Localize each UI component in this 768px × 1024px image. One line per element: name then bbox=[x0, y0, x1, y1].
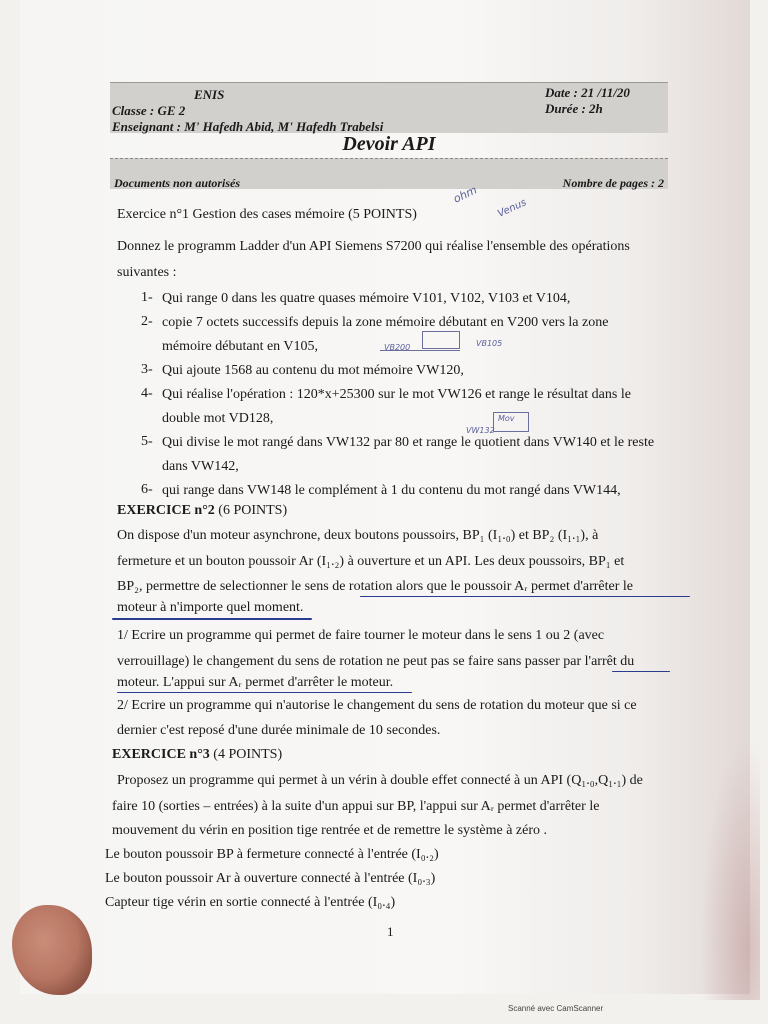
page-number: 1 bbox=[387, 924, 394, 939]
ex1-item-6: qui range dans VW148 le complément à 1 du contenu du mot rangé dans VW144, bbox=[162, 483, 621, 498]
ink-underline bbox=[112, 618, 312, 620]
school-name: ENIS bbox=[194, 87, 225, 102]
ink-underline bbox=[612, 671, 670, 672]
ladder-block-sketch bbox=[422, 331, 460, 349]
ex1-item-3: Qui ajoute 1568 au contenu du mot mémoire VW120, bbox=[162, 363, 464, 378]
page-title: Devoir API bbox=[342, 133, 436, 155]
ex2-q2-line: 2/ Ecrire un programme qui n'autorise le changement du sens de rotation du moteur que si ce bbox=[117, 698, 637, 713]
ex3-title-bold: EXERCICE n°3 bbox=[112, 747, 210, 762]
ex2-q2-line: dernier c'est reposé d'une durée minimale de 10 secondes. bbox=[117, 723, 441, 738]
scanner-watermark: Scanné avec CamScanner bbox=[508, 1004, 604, 1013]
handwritten-note: Venus bbox=[496, 197, 529, 220]
ex2-para-line: moteur à n'importe quel moment. bbox=[117, 600, 304, 615]
handwritten-note: VW132 bbox=[466, 426, 495, 435]
ex2-para-line: fermeture et un bouton poussoir Ar (I₁.₂) à ouverture et un API. Les deux poussoirs, BP₁ et bbox=[117, 554, 625, 569]
docs-bar bbox=[110, 158, 668, 189]
ex2-title bbox=[117, 502, 287, 520]
ex1-item-4-cont: double mot VD128, bbox=[162, 411, 274, 426]
item-number: 5- bbox=[141, 434, 153, 449]
exam-duration: Durée : 2h bbox=[545, 101, 603, 116]
ink-underline bbox=[117, 692, 412, 693]
ex1-item-2: copie 7 octets successifs depuis la zone mémoire débutant en V200 vers la zone bbox=[162, 315, 609, 330]
item-number: 3- bbox=[141, 362, 153, 377]
enseignant: Enseignant : M' Hafedh Abid, M' Hafedh Trabelsi bbox=[112, 119, 384, 134]
ex3-title bbox=[112, 746, 282, 764]
ink-underline bbox=[360, 596, 690, 597]
ex3-para-line: Proposez un programme qui permet à un vérin à double effet connecté à un API (Q₁.₀,Q₁.₁) de bbox=[117, 773, 643, 788]
ex1-item-5-cont: dans VW142, bbox=[162, 459, 239, 474]
ex1-item-4: Qui réalise l'opération : 120*x+25300 sur le mot VW126 et range le résultat dans le bbox=[162, 387, 631, 402]
ex1-item-5: Qui divise le mot rangé dans VW132 par 80 et range le quotient dans VW140 et le reste bbox=[162, 435, 655, 450]
ex2-para-line: On dispose d'un moteur asynchrone, deux boutons poussoirs, BP₁ (I₁.₀) et BP₂ (I₁.₁), à bbox=[117, 528, 599, 543]
ex1-item-2-cont: mémoire débutant en V105, bbox=[162, 339, 319, 354]
ex3-input-line: Le bouton poussoir BP à fermeture connecté à l'entrée (I₀.₂) bbox=[105, 847, 439, 862]
ex3-points: (4 POINTS) bbox=[209, 747, 283, 762]
ex2-para-line: BP₂, permettre de selectionner le sens de rotation alors que le poussoir Aᵣ permet d'arrêter le bbox=[117, 579, 634, 594]
header-box bbox=[110, 82, 668, 133]
handwritten-note: Mov bbox=[498, 414, 515, 423]
pages-count: Nombre de pages : 2 bbox=[562, 176, 664, 190]
ex1-item-1: Qui range 0 dans les quatre quases mémoire V101, V102, V103 et V104, bbox=[162, 291, 571, 306]
handwritten-note: VB200 bbox=[384, 343, 411, 352]
handwritten-note: ohm bbox=[451, 183, 480, 206]
ex3-para-line: mouvement du vérin en position tige rentrée et de remettre le système à zéro . bbox=[112, 823, 548, 838]
ex3-para-line: faire 10 (sorties – entrées) à la suite d'un appui sur BP, l'appui sur Aᵣ permet d'arrêter le bbox=[112, 799, 600, 814]
ex3-input-line: Capteur tige vérin en sortie connecté à l'entrée (I₀.₄) bbox=[105, 895, 396, 910]
ex1-title: Exercice n°1 Gestion des cases mémoire (5 POINTS) bbox=[117, 207, 417, 222]
ex2-q1-line: moteur. L'appui sur Aᵣ permet d'arrêter le moteur. bbox=[117, 675, 394, 690]
item-number: 4- bbox=[141, 386, 153, 401]
handwritten-note: VB105 bbox=[476, 339, 503, 348]
ex3-input-line: Le bouton poussoir Ar à ouverture connecté à l'entrée (I₀.₃) bbox=[105, 871, 436, 886]
item-number: 1- bbox=[141, 290, 153, 305]
classe: Classe : GE 2 bbox=[112, 103, 186, 118]
ex1-intro-cont: suivantes : bbox=[117, 265, 177, 280]
ex2-title-bold: EXERCICE n°2 bbox=[117, 503, 215, 518]
item-number: 2- bbox=[141, 314, 153, 329]
ex2-q1-line: 1/ Ecrire un programme qui permet de faire tourner le moteur dans le sens 1 ou 2 (avec bbox=[117, 628, 605, 643]
ex1-intro: Donnez le programm Ladder d'un API Siemens S7200 qui réalise l'ensemble des opérations bbox=[117, 239, 630, 254]
item-number: 6- bbox=[141, 482, 153, 497]
documents-note: Documents non autorisés bbox=[114, 176, 241, 190]
shadow bbox=[700, 740, 760, 1000]
ex2-points: (6 POINTS) bbox=[214, 503, 288, 518]
ex2-q1-line: verrouillage) le changement du sens de rotation ne peut pas se faire sans passer par l'arrêt du bbox=[117, 654, 635, 669]
exam-date: Date : 21 /11/20 bbox=[545, 85, 630, 100]
